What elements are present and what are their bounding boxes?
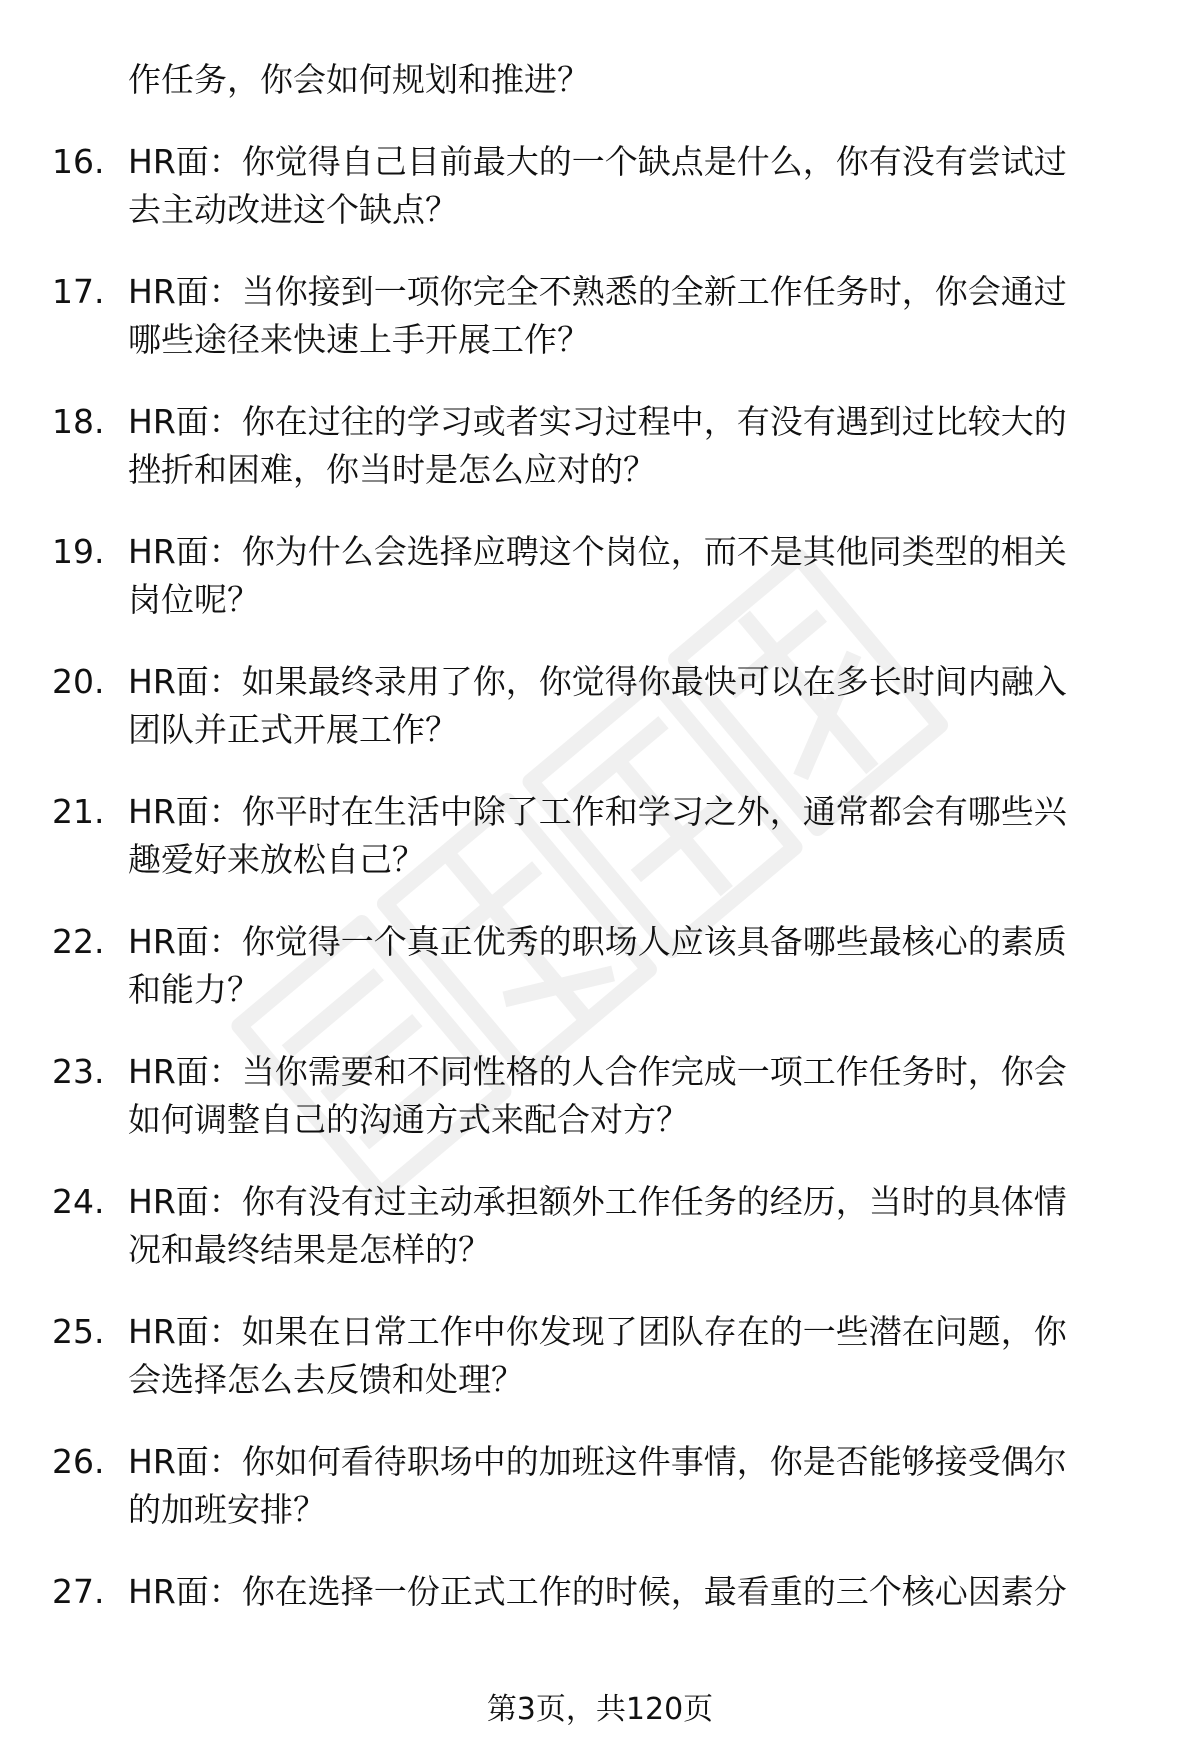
- question-line: 如何调整自己的沟通方式来配合对方？: [128, 1100, 689, 1139]
- question-line: HR面：如果最终录用了你，你觉得你最快可以在多长时间内融入: [128, 662, 1067, 701]
- question-text: [128, 1438, 1138, 1534]
- question-item: [52, 1178, 1152, 1274]
- question-text: [128, 398, 1138, 494]
- question-item: [52, 918, 1152, 1014]
- question-line: HR面：当你需要和不同性格的人合作完成一项工作任务时，你会: [128, 1052, 1067, 1091]
- page-footer: 第3页，共120页: [486, 1692, 714, 1727]
- question-text: [128, 1308, 1138, 1404]
- question-line: 况和最终结果是怎样的？: [128, 1230, 491, 1269]
- question-line: HR面：当你接到一项你完全不熟悉的全新工作任务时，你会通过: [128, 272, 1067, 311]
- question-line: 去主动改进这个缺点？: [128, 190, 458, 229]
- question-text: [128, 528, 1138, 624]
- question-line: HR面：你觉得自己目前最大的一个缺点是什么，你有没有尝试过: [128, 142, 1067, 181]
- question-item: [52, 658, 1152, 754]
- question-line: HR面：如果在日常工作中你发现了团队存在的一些潜在问题，你: [128, 1312, 1067, 1351]
- question-item: [52, 268, 1152, 364]
- question-item: [52, 1438, 1152, 1534]
- question-number: 17.: [52, 272, 105, 311]
- continuation-line: 作任务，你会如何规划和推进？: [128, 60, 590, 99]
- question-item: [52, 1568, 1152, 1616]
- question-line: HR面：你如何看待职场中的加班这件事情，你是否能够接受偶尔: [128, 1442, 1067, 1481]
- question-number: 25.: [52, 1312, 105, 1351]
- question-line: 趣爱好来放松自己？: [128, 840, 425, 879]
- question-number: 22.: [52, 922, 105, 961]
- question-number: 19.: [52, 532, 105, 571]
- question-number: 18.: [52, 402, 105, 441]
- question-item: [52, 788, 1152, 884]
- question-line: HR面：你觉得一个真正优秀的职场人应该具备哪些最核心的素质: [128, 922, 1067, 961]
- question-line: 的加班安排？: [128, 1490, 326, 1529]
- question-line: 团队并正式开展工作？: [128, 710, 458, 749]
- question-number: 21.: [52, 792, 105, 831]
- question-text: [128, 268, 1138, 364]
- question-number: 24.: [52, 1182, 105, 1221]
- question-text: [128, 918, 1138, 1014]
- question-number: 26.: [52, 1442, 105, 1481]
- question-line: 会选择怎么去反馈和处理？: [128, 1360, 524, 1399]
- question-line: HR面：你为什么会选择应聘这个岗位，而不是其他同类型的相关: [128, 532, 1067, 571]
- question-line: 和能力？: [128, 970, 260, 1009]
- question-line: 哪些途径来快速上手开展工作？: [128, 320, 590, 359]
- question-number: 20.: [52, 662, 105, 701]
- question-item: [52, 528, 1152, 624]
- question-line: HR面：你在过往的学习或者实习过程中，有没有遇到过比较大的: [128, 402, 1067, 441]
- question-text: [128, 788, 1138, 884]
- question-item: [52, 398, 1152, 494]
- question-text: [128, 1048, 1138, 1144]
- question-item: [52, 1048, 1152, 1144]
- question-line: HR面：你平时在生活中除了工作和学习之外，通常都会有哪些兴: [128, 792, 1067, 831]
- question-text: [128, 658, 1138, 754]
- question-text: [128, 138, 1138, 234]
- question-number: 27.: [52, 1572, 105, 1611]
- question-number: 16.: [52, 142, 105, 181]
- question-line: 挫折和困难，你当时是怎么应对的？: [128, 450, 656, 489]
- question-text: [128, 1568, 1138, 1616]
- question-text: [128, 1178, 1138, 1274]
- question-item: [52, 1308, 1152, 1404]
- question-list: [52, 56, 1152, 1616]
- question-line: HR面：你有没有过主动承担额外工作任务的经历，当时的具体情: [128, 1182, 1067, 1221]
- question-item: [52, 138, 1152, 234]
- question-line: 岗位呢？: [128, 580, 260, 619]
- question-number: 23.: [52, 1052, 105, 1091]
- question-line: HR面：你在选择一份正式工作的时候，最看重的三个核心因素分: [128, 1572, 1067, 1611]
